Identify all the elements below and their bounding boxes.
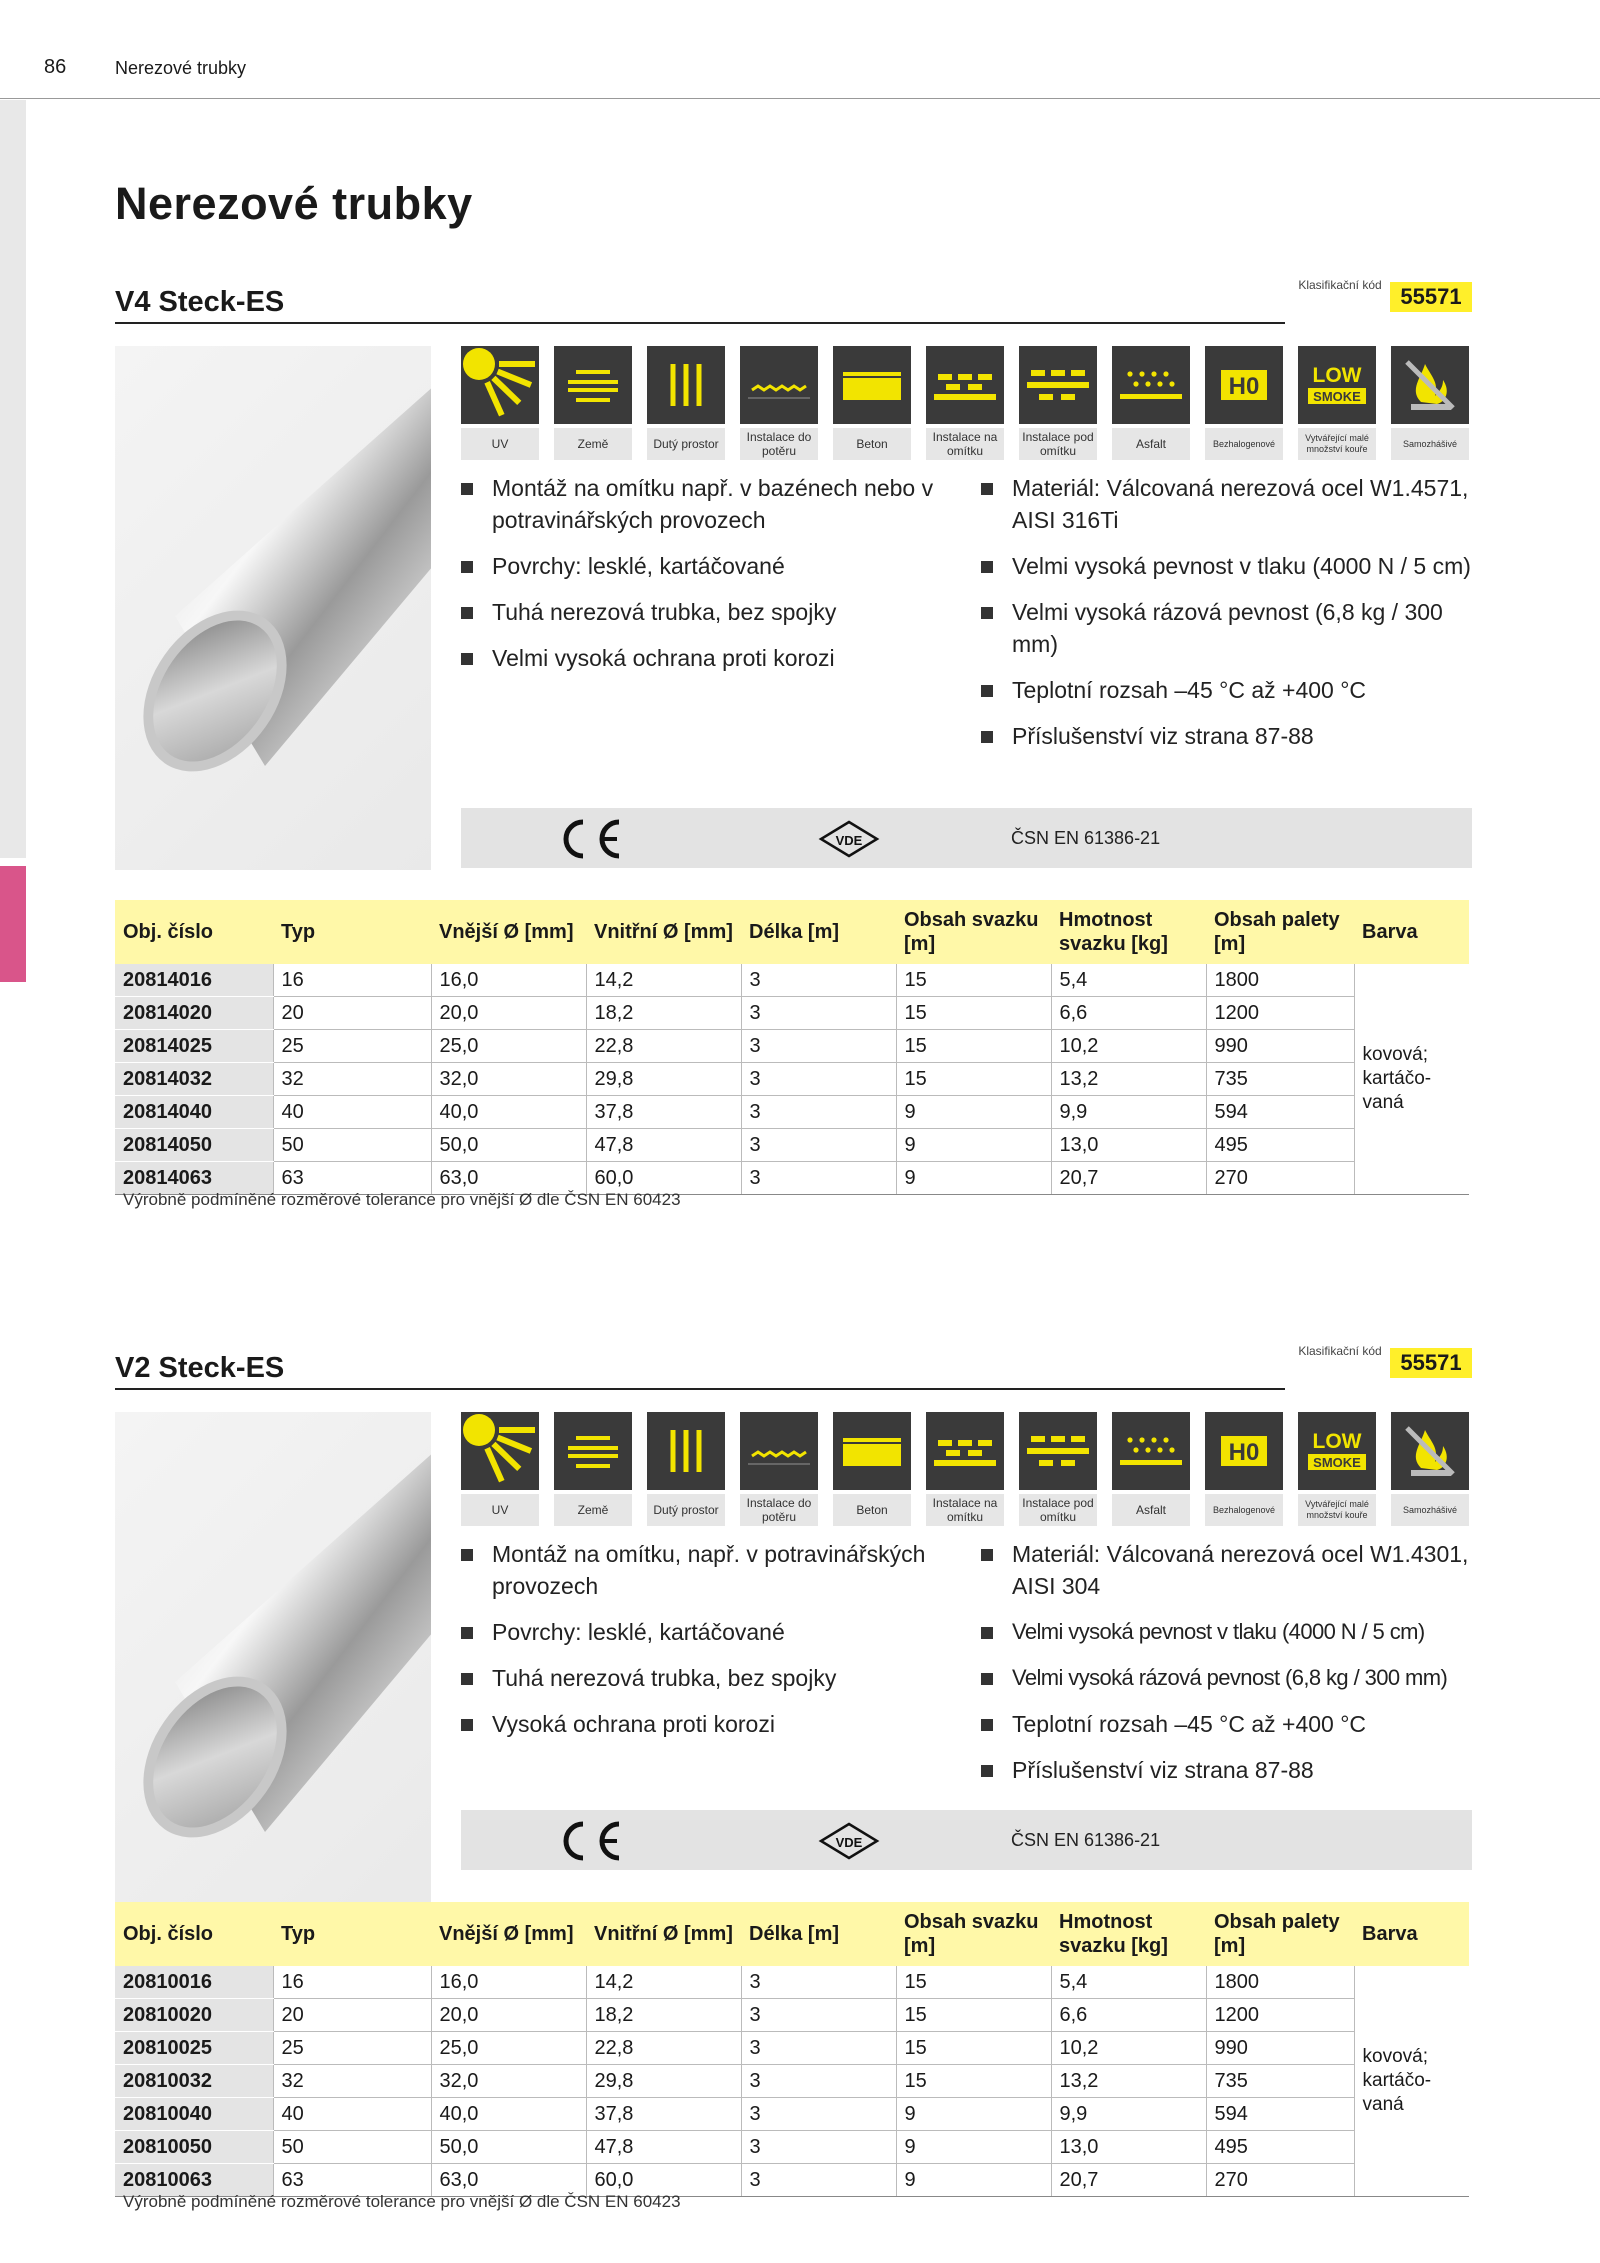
feature-item: Materiál: Válcovaná nerezová ocel W1.4571, AISI 316Ti: [981, 472, 1481, 536]
table-cell: 18,2: [586, 1999, 741, 2032]
ce-mark-icon: [555, 818, 625, 860]
svg-text:H0: H0: [1228, 373, 1260, 400]
feature-item: Montáž na omítku např. v bazénech nebo v potravinářských provozech: [461, 472, 941, 536]
icon-label: Instalace do potěru: [740, 428, 818, 460]
asphalt-icon: [1112, 1412, 1190, 1490]
table-cell: 16,0: [431, 964, 586, 997]
vde-mark-text: VDE: [835, 1835, 863, 1850]
feature-item: Vysoká ochrana proti korozi: [461, 1708, 941, 1740]
table-cell: 20810032: [115, 2065, 273, 2098]
icon-label: Instalace do potěru: [740, 1494, 818, 1526]
table-header: Obj. číslo: [115, 1902, 273, 1966]
table-cell: 10,2: [1051, 2032, 1206, 2065]
concrete-icon: [833, 1412, 911, 1490]
section-title: V4 Steck-ES: [115, 286, 285, 318]
feature-item: Velmi vysoká rázová pevnost (6,8 kg / 300 mm): [981, 1662, 1481, 1694]
table-cell: 20814020: [115, 997, 273, 1030]
table-cell: 15: [896, 1063, 1051, 1096]
table-header: Barva: [1354, 1902, 1469, 1966]
table-row: [115, 2065, 1469, 2098]
table-cell: 14,2: [586, 1966, 741, 1999]
flame-retardant-icon: [1391, 346, 1469, 424]
feature-item: Povrchy: lesklé, kartáčované: [461, 1616, 941, 1648]
icon-label: Instalace pod omítku: [1019, 1494, 1097, 1526]
table-cell: 63: [273, 1162, 431, 1195]
table-cell: 594: [1206, 2098, 1354, 2131]
feature-item: Povrchy: lesklé, kartáčované: [461, 550, 941, 582]
ce-mark-icon: [555, 1820, 625, 1862]
product-table: [115, 1902, 1469, 2197]
table-cell: 32: [273, 1063, 431, 1096]
table-cell: 20,0: [431, 1999, 586, 2032]
low-smoke-icon: [1298, 346, 1376, 424]
table-header: Typ: [273, 900, 431, 964]
table-cell: 13,0: [1051, 1129, 1206, 1162]
icon-label: Samozhášivé: [1391, 428, 1469, 460]
table-cell: 5,4: [1051, 964, 1206, 997]
table-row: [115, 1096, 1469, 1129]
table-cell: 495: [1206, 1129, 1354, 1162]
table-cell: 29,8: [586, 2065, 741, 2098]
classification-label: Klasifikační kód: [1298, 1344, 1382, 1358]
color-cell: kovová; kartáčo-vaná: [1354, 964, 1469, 1195]
table-cell: 16: [273, 1966, 431, 1999]
table-header: Obsah svazku [m]: [896, 1902, 1051, 1966]
table-cell: 9: [896, 1096, 1051, 1129]
table-cell: 22,8: [586, 2032, 741, 2065]
table-cell: 16,0: [431, 1966, 586, 1999]
table-cell: 25,0: [431, 1030, 586, 1063]
table-cell: 63,0: [431, 1162, 586, 1195]
certification-bar: [461, 1810, 1472, 1870]
table-header: Vnitřní Ø [mm]: [586, 900, 741, 964]
table-cell: 63: [273, 2164, 431, 2197]
product-photo: [115, 346, 431, 870]
icon-label: Bezhalogenové: [1205, 428, 1283, 460]
table-cell: 60,0: [586, 2164, 741, 2197]
table-header: Vnitřní Ø [mm]: [586, 1902, 741, 1966]
table-cell: 3: [741, 2065, 896, 2098]
icon-label: Instalace na omítku: [926, 1494, 1004, 1526]
svg-text:H0: H0: [1228, 1439, 1260, 1466]
table-cell: 20814050: [115, 1129, 273, 1162]
low-smoke-icon: [1298, 1412, 1376, 1490]
table-cell: 9: [896, 1162, 1051, 1195]
icon-label: Samozhášivé: [1391, 1494, 1469, 1526]
section-rule: [115, 322, 1285, 324]
table-cell: 270: [1206, 1162, 1354, 1195]
page-title: Nerezové trubky: [115, 178, 473, 229]
classification-code: 55571: [1390, 282, 1472, 312]
table-row: [115, 997, 1469, 1030]
table-cell: 3: [741, 1063, 896, 1096]
feature-item: Materiál: Válcovaná nerezová ocel W1.4301, AISI 304: [981, 1538, 1481, 1602]
table-cell: 20814032: [115, 1063, 273, 1096]
table-cell: 20810016: [115, 1966, 273, 1999]
table-row: [115, 2131, 1469, 2164]
table-cell: 9,9: [1051, 1096, 1206, 1129]
feature-item: Velmi vysoká pevnost v tlaku (4000 N / 5 cm): [981, 1616, 1481, 1648]
table-cell: 20814025: [115, 1030, 273, 1063]
table-header: Délka [m]: [741, 1902, 896, 1966]
icon-label: Vytvářející malé množství kouře: [1298, 428, 1376, 460]
screed-icon: [740, 1412, 818, 1490]
table-cell: 32: [273, 2065, 431, 2098]
table-cell: 1800: [1206, 1966, 1354, 1999]
icon-label: UV: [461, 428, 539, 460]
table-cell: 9,9: [1051, 2098, 1206, 2131]
table-cell: 495: [1206, 2131, 1354, 2164]
screed-icon: [740, 346, 818, 424]
halogen-free-icon: [1205, 346, 1283, 424]
feature-item: Montáž na omítku, např. v potravinářských provozech: [461, 1538, 941, 1602]
table-cell: 3: [741, 997, 896, 1030]
table-cell: 9: [896, 2098, 1051, 2131]
surface-mount-icon: [926, 346, 1004, 424]
table-header: Hmotnost svazku [kg]: [1051, 900, 1206, 964]
table-cell: 15: [896, 997, 1051, 1030]
table-cell: 20814016: [115, 964, 273, 997]
feature-item: Tuhá nerezová trubka, bez spojky: [461, 596, 941, 628]
tolerance-note: Výrobně podmíněné rozměrové tolerance pro vnější Ø dle ČSN EN 60423: [123, 1190, 681, 1209]
icon-label: Asfalt: [1112, 428, 1190, 460]
feature-list-left: [461, 472, 941, 688]
table-cell: 20810050: [115, 2131, 273, 2164]
table-cell: 40: [273, 1096, 431, 1129]
icon-label: Země: [554, 1494, 632, 1526]
sun-uv-icon: [461, 1412, 539, 1490]
table-header: Obsah palety [m]: [1206, 900, 1354, 964]
feature-item: Tuhá nerezová trubka, bez spojky: [461, 1662, 941, 1694]
table-header: Délka [m]: [741, 900, 896, 964]
certification-bar: [461, 808, 1472, 868]
table-cell: 270: [1206, 2164, 1354, 2197]
table-cell: 25,0: [431, 2032, 586, 2065]
table-header: Barva: [1354, 900, 1469, 964]
table-cell: 6,6: [1051, 1999, 1206, 2032]
icon-label: Beton: [833, 428, 911, 460]
feature-item: Teplotní rozsah –45 °C až +400 °C: [981, 674, 1481, 706]
feature-list-left: [461, 1538, 941, 1754]
feature-item: Velmi vysoká rázová pevnost (6,8 kg / 300 mm): [981, 596, 1481, 660]
vde-mark-text: VDE: [835, 833, 863, 848]
table-cell: 10,2: [1051, 1030, 1206, 1063]
svg-text:SMOKE: SMOKE: [1313, 389, 1361, 404]
table-cell: 3: [741, 2131, 896, 2164]
table-cell: 20: [273, 997, 431, 1030]
table-cell: 63,0: [431, 2164, 586, 2197]
icon-label: Země: [554, 428, 632, 460]
table-cell: 50: [273, 1129, 431, 1162]
table-header: Obsah palety [m]: [1206, 1902, 1354, 1966]
table-cell: 37,8: [586, 1096, 741, 1129]
feature-item: Teplotní rozsah –45 °C až +400 °C: [981, 1708, 1481, 1740]
table-cell: 735: [1206, 2065, 1354, 2098]
vde-mark-icon: [817, 818, 881, 860]
table-cell: 32,0: [431, 1063, 586, 1096]
table-row: [115, 1966, 1469, 1999]
classification-label: Klasifikační kód: [1298, 278, 1382, 292]
vde-mark-icon: [817, 1820, 881, 1862]
table-cell: 3: [741, 1030, 896, 1063]
table-cell: 50,0: [431, 2131, 586, 2164]
table-cell: 735: [1206, 1063, 1354, 1096]
table-cell: 47,8: [586, 1129, 741, 1162]
svg-text:LOW: LOW: [1312, 364, 1362, 387]
table-cell: 40: [273, 2098, 431, 2131]
classification-code: 55571: [1390, 1348, 1472, 1378]
table-header: Hmotnost svazku [kg]: [1051, 1902, 1206, 1966]
table-cell: 50: [273, 2131, 431, 2164]
icon-label: Dutý prostor: [647, 1494, 725, 1526]
table-row: [115, 1129, 1469, 1162]
table-cell: 3: [741, 1162, 896, 1195]
flush-mount-icon: [1019, 346, 1097, 424]
table-header: Typ: [273, 1902, 431, 1966]
icon-label: Instalace na omítku: [926, 428, 1004, 460]
feature-item: Velmi vysoká ochrana proti korozi: [461, 642, 941, 674]
table-row: [115, 2032, 1469, 2065]
table-cell: 15: [896, 1999, 1051, 2032]
halogen-free-icon: [1205, 1412, 1283, 1490]
table-cell: 20810020: [115, 1999, 273, 2032]
table-cell: 990: [1206, 2032, 1354, 2065]
table-cell: 40,0: [431, 1096, 586, 1129]
table-cell: 20810040: [115, 2098, 273, 2131]
table-row: [115, 1999, 1469, 2032]
running-title: Nerezové trubky: [115, 58, 247, 78]
standard-reference: ČSN EN 61386-21: [1011, 828, 1161, 848]
icon-label: Instalace pod omítku: [1019, 428, 1097, 460]
table-header: Vnější Ø [mm]: [431, 900, 586, 964]
table-cell: 3: [741, 1966, 896, 1999]
table-cell: 25: [273, 1030, 431, 1063]
table-cell: 14,2: [586, 964, 741, 997]
feature-item: Velmi vysoká pevnost v tlaku (4000 N / 5 cm): [981, 550, 1481, 582]
table-cell: 20814040: [115, 1096, 273, 1129]
table-cell: 18,2: [586, 997, 741, 1030]
table-cell: 20814063: [115, 1162, 273, 1195]
flush-mount-icon: [1019, 1412, 1097, 1490]
earth-icon: [554, 1412, 632, 1490]
feature-list-right: [981, 1538, 1481, 1800]
table-cell: 6,6: [1051, 997, 1206, 1030]
icon-label: Beton: [833, 1494, 911, 1526]
table-cell: 9: [896, 2164, 1051, 2197]
svg-text:LOW: LOW: [1312, 1430, 1362, 1453]
table-cell: 990: [1206, 1030, 1354, 1063]
section-title: V2 Steck-ES: [115, 1352, 285, 1384]
standard-reference: ČSN EN 61386-21: [1011, 1830, 1161, 1850]
table-cell: 9: [896, 1129, 1051, 1162]
table-cell: 3: [741, 2098, 896, 2131]
table-row: [115, 964, 1469, 997]
flame-retardant-icon: [1391, 1412, 1469, 1490]
table-cell: 20,0: [431, 997, 586, 1030]
table-cell: 20810025: [115, 2032, 273, 2065]
table-cell: 3: [741, 1999, 896, 2032]
table-row: [115, 1063, 1469, 1096]
icon-label: Vytvářející malé množství kouře: [1298, 1494, 1376, 1526]
table-cell: 1200: [1206, 997, 1354, 1030]
left-edge-bar: [0, 100, 26, 858]
table-cell: 60,0: [586, 1162, 741, 1195]
table-cell: 3: [741, 1096, 896, 1129]
icon-label: Dutý prostor: [647, 428, 725, 460]
feature-item: Příslušenství viz strana 87-88: [981, 720, 1481, 752]
table-header: Obsah svazku [m]: [896, 900, 1051, 964]
section-marker: [0, 866, 26, 982]
table-cell: 594: [1206, 1096, 1354, 1129]
table-header: Obj. číslo: [115, 900, 273, 964]
table-cell: 40,0: [431, 2098, 586, 2131]
header-rule: [0, 98, 1600, 99]
table-cell: 1800: [1206, 964, 1354, 997]
table-cell: 15: [896, 2065, 1051, 2098]
table-cell: 20,7: [1051, 2164, 1206, 2197]
table-cell: 9: [896, 2131, 1051, 2164]
table-cell: 20: [273, 1999, 431, 2032]
table-cell: 50,0: [431, 1129, 586, 1162]
table-cell: 3: [741, 1129, 896, 1162]
table-cell: 13,2: [1051, 2065, 1206, 2098]
surface-mount-icon: [926, 1412, 1004, 1490]
table-cell: 20810063: [115, 2164, 273, 2197]
icon-label: Bezhalogenové: [1205, 1494, 1283, 1526]
icon-label: Asfalt: [1112, 1494, 1190, 1526]
table-cell: 15: [896, 2032, 1051, 2065]
table-cell: 20,7: [1051, 1162, 1206, 1195]
table-row: [115, 2098, 1469, 2131]
table-cell: 15: [896, 1966, 1051, 1999]
tolerance-note: Výrobně podmíněné rozměrové tolerance pro vnější Ø dle ČSN EN 60423: [123, 2192, 681, 2211]
feature-list-right: [981, 472, 1481, 766]
sun-uv-icon: [461, 346, 539, 424]
asphalt-icon: [1112, 346, 1190, 424]
table-cell: 37,8: [586, 2098, 741, 2131]
table-cell: 1200: [1206, 1999, 1354, 2032]
table-header: Vnější Ø [mm]: [431, 1902, 586, 1966]
cavity-icon: [647, 1412, 725, 1490]
svg-text:SMOKE: SMOKE: [1313, 1455, 1361, 1470]
section-rule: [115, 1388, 1285, 1390]
page-number: 86: [44, 56, 67, 78]
feature-item: Příslušenství viz strana 87-88: [981, 1754, 1481, 1786]
table-cell: 25: [273, 2032, 431, 2065]
table-cell: 3: [741, 2032, 896, 2065]
icon-label: UV: [461, 1494, 539, 1526]
table-row: [115, 1030, 1469, 1063]
concrete-icon: [833, 346, 911, 424]
table-cell: 29,8: [586, 1063, 741, 1096]
product-photo: [115, 1412, 431, 1936]
color-cell: kovová; kartáčo-vaná: [1354, 1966, 1469, 2197]
table-cell: 13,2: [1051, 1063, 1206, 1096]
table-cell: 22,8: [586, 1030, 741, 1063]
cavity-icon: [647, 346, 725, 424]
table-cell: 15: [896, 1030, 1051, 1063]
table-cell: 16: [273, 964, 431, 997]
table-cell: 47,8: [586, 2131, 741, 2164]
table-cell: 3: [741, 964, 896, 997]
product-table: [115, 900, 1469, 1195]
table-cell: 3: [741, 2164, 896, 2197]
table-cell: 15: [896, 964, 1051, 997]
earth-icon: [554, 346, 632, 424]
table-cell: 13,0: [1051, 2131, 1206, 2164]
table-cell: 5,4: [1051, 1966, 1206, 1999]
table-cell: 32,0: [431, 2065, 586, 2098]
